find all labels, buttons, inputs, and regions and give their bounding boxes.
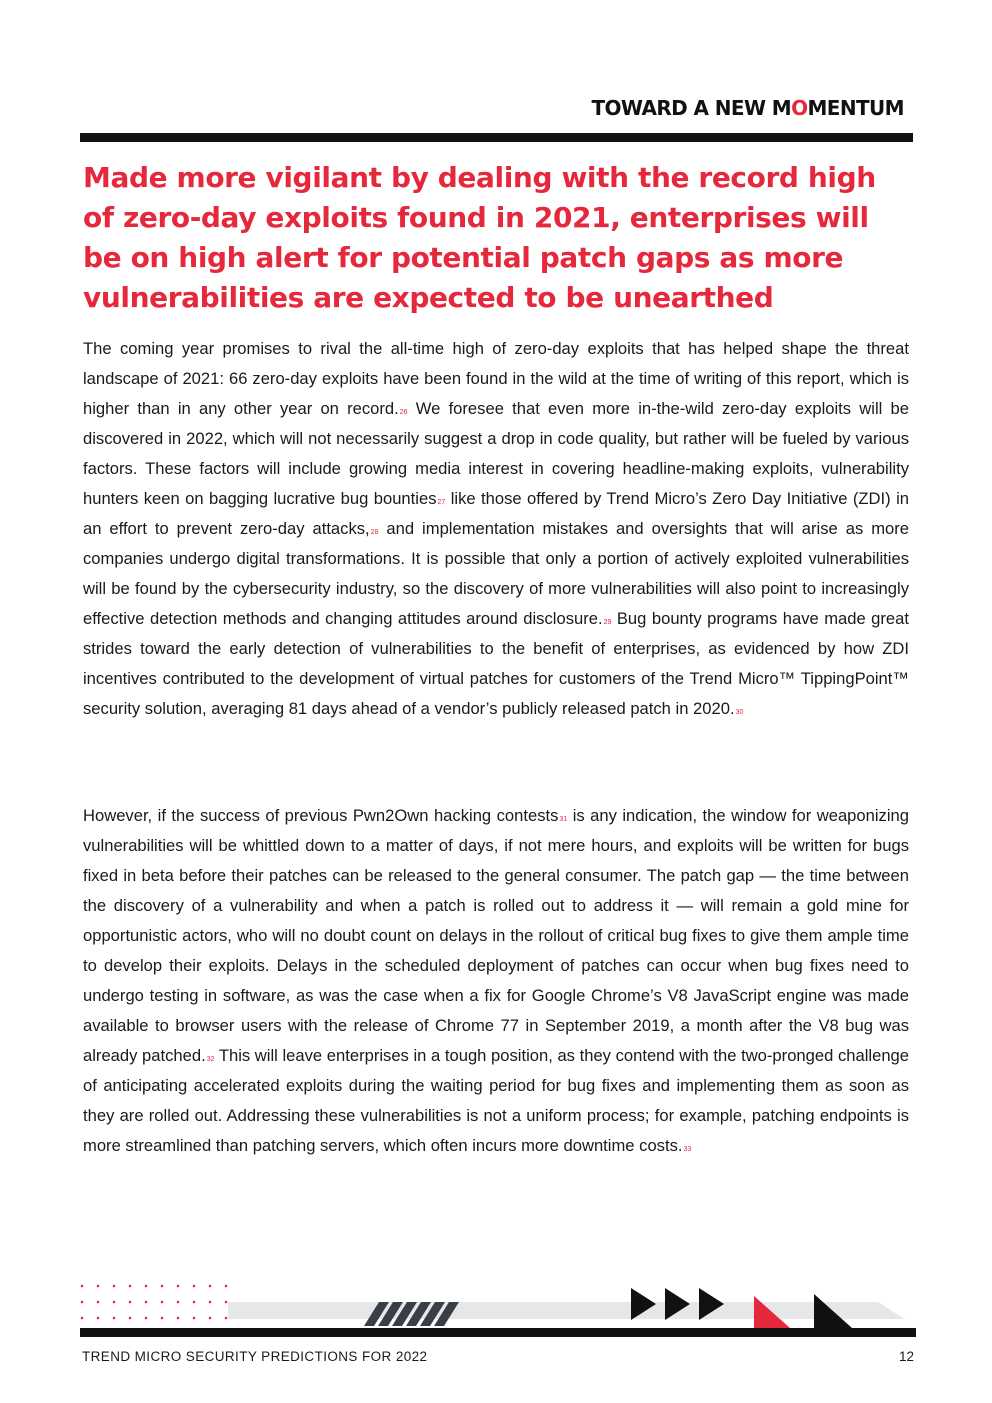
footnote-ref-31[interactable]: 31 <box>559 816 568 823</box>
brand-text-start: TOWARD A NEW M <box>591 96 792 120</box>
footer-decoration <box>78 1280 916 1338</box>
footnote-ref-30[interactable]: 30 <box>735 709 744 716</box>
footnote-ref-32[interactable]: 32 <box>206 1056 215 1063</box>
dot-grid-decoration <box>81 1285 228 1320</box>
paragraph-text: like those offered by Trend Micro’s Zero Day Initiative (ZDI) in an effort to prevent zero-day attacks, <box>83 489 909 538</box>
footnote-ref-26[interactable]: 26 <box>399 409 408 416</box>
paragraph-text: and implementation mistakes and oversights that will arise as more companies undergo digital transformations. It is possible that only a portion of actively exploited vulnerabilities will be found by the cybersecurity industry, so the discovery of more vulnerabilities will also point to increasingly effective detection methods and changing attitudes around disclosure. <box>83 519 910 628</box>
brand-text-end: MENTUM <box>807 96 904 120</box>
body-paragraph-1 <box>83 334 909 724</box>
gray-band <box>228 1302 916 1319</box>
paragraph-text: The coming year promises to rival the all-time high of zero-day exploits that has helped shape the threat landscape of 2021: 66 zero-day exploits have been found in the wild at the time of writing of this report, which is higher than in any other year on record. <box>83 339 909 418</box>
footnote-ref-28[interactable]: 28 <box>370 529 379 536</box>
footer-title: TREND MICRO SECURITY PREDICTIONS FOR 2022 <box>82 1349 428 1364</box>
page-headline: Made more vigilant by dealing with the record high of zero-day exploits found in 2021, enterprises will be on high alert for potential patch gaps as more vulnerabilities are expected to be unearthed <box>83 161 876 314</box>
paragraph-text: This will leave enterprises in a tough position, as they contend with the two-pronged challenge of anticipating accelerated exploits during the waiting period for bug fixes and implementing them as soon as they are rolled out. Addressing these vulnerabilities is not a uniform process; for example, patching endpoints is more streamlined than patching servers, which often incurs more downtime costs. <box>83 1046 910 1155</box>
header-rule <box>80 133 913 142</box>
paragraph-text: However, if the success of previous Pwn2Own hacking contests <box>83 806 559 825</box>
page-number: 12 <box>898 1349 914 1364</box>
footnote-ref-29[interactable]: 29 <box>603 619 612 626</box>
paragraph-text: Bug bounty programs have made great strides toward the early detection of vulnerabilities to the benefit of enterprises, as evidenced by how ZDI incentives contributed to the development of virtual patches for customers of the Trend Micro™ TippingPoint™ security solution, averaging 81 days ahead of a vendor’s publicly released patch in 2020. <box>83 609 909 718</box>
footnote-ref-33[interactable]: 33 <box>683 1146 692 1153</box>
brand-logo <box>591 96 904 120</box>
brand-o-mark: O <box>791 96 808 120</box>
body-paragraph-2 <box>83 801 909 1161</box>
footer-rule <box>80 1328 916 1337</box>
paragraph-text: is any indication, the window for weaponizing vulnerabilities will be whittled down to a matter of days, if not mere hours, and exploits will be written for bugs fixed in beta before their patches can be released to the general consumer. The patch gap — the time between the discovery of a vulnerability and when a patch is rolled out to address it — will remain a gold mine for opportunistic actors, who will no doubt count on delays in the rollout of critical bug fixes to give them ample time to develop their exploits. Delays in the scheduled deployment of patches can occur when bug fixes need to undergo testing in software, as was the case when a fix for Google Chrome’s V8 JavaScript engine was made available to browser users with the release of Chrome 77 in September 2019, a month after the V8 bug was already patched. <box>83 806 909 1065</box>
footnote-ref-27[interactable]: 27 <box>437 499 446 506</box>
paragraph-text: We foresee that even more in-the-wild zero-day exploits will be discovered in 2022, which will not necessarily suggest a drop in code quality, but rather will be fueled by various factors. These factors will include growing media interest in covering headline-making exploits, vulnerability hunters keen on bagging lucrative bug bounties <box>83 399 909 508</box>
